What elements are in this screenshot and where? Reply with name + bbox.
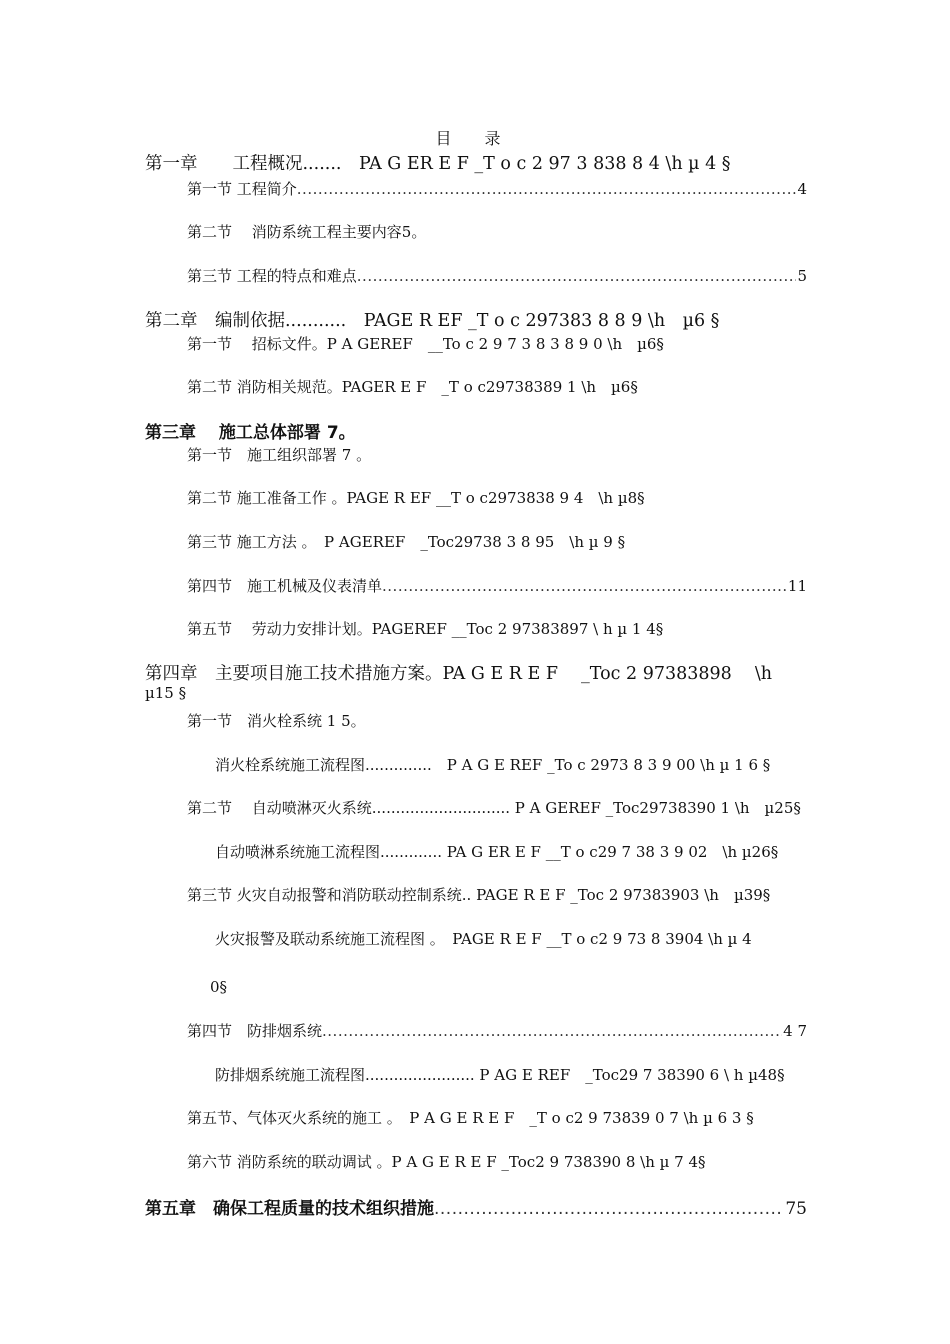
toc-page-number: 75 xyxy=(785,1199,807,1219)
toc-section-4-1[interactable]: 第一节 消火栓系统 1 5。 xyxy=(187,712,366,730)
toc-entry-label: 第一节 工程简介 xyxy=(187,180,297,198)
toc-page-number: 4 xyxy=(797,180,807,198)
toc-figure-4-3[interactable]: 火灾报警及联动系统施工流程图 。 PAGE R E F __T o c2 9 73 8 3904 \h µ 4 xyxy=(215,930,752,948)
dot-leader xyxy=(297,180,797,198)
toc-entry-label: 第五章 确保工程质量的技术组织措施 xyxy=(145,1199,434,1219)
toc-chapter-5[interactable] xyxy=(145,1194,807,1219)
toc-page-number: 5 xyxy=(797,267,807,285)
toc-entry-label: 第三节 工程的特点和难点 xyxy=(187,267,357,285)
toc-page-number: 11 xyxy=(787,577,807,595)
toc-section-4-5[interactable]: 第五节、气体灭火系统的施工 。 P A G E R E F _T o c2 9 73839 0 7 \h µ 6 3 § xyxy=(187,1109,754,1127)
toc-section-4-3[interactable]: 第三节 火灾自动报警和消防联动控制系统.. PAGE R E F _Toc 2 97383903 \h µ39§ xyxy=(187,886,771,904)
toc-section-3-1[interactable]: 第一节 施工组织部署 7 。 xyxy=(187,446,372,464)
toc-section-3-4[interactable] xyxy=(187,575,807,596)
toc-chapter-1[interactable]: 第一章 工程概况....... PA G ER E F _T o c 2 97 3 838 8 4 \h µ 4 § xyxy=(145,154,731,174)
toc-figure-4-4[interactable]: 防排烟系统施工流程图....................... P AG E REF _Toc29 7 38390 6 \ h µ48§ xyxy=(215,1066,785,1084)
toc-chapter-3[interactable]: 第三章 施工总体部署 7。 xyxy=(145,423,356,443)
toc-section-3-3[interactable]: 第三节 施工方法 。 P AGEREF _Toc29738 3 8 95 \h µ 9 § xyxy=(187,533,626,551)
toc-figure-4-1[interactable]: 消火栓系统施工流程图.............. P A G E REF _To c 2973 8 3 9 00 \h µ 1 6 § xyxy=(215,756,771,774)
toc-entry-label: 第四节 施工机械及仪表清单 xyxy=(187,577,383,595)
toc-section-3-2[interactable]: 第二节 施工准备工作 。PAGE R EF __T o c2973838 9 4 \h µ8§ xyxy=(187,489,645,507)
toc-chapter-4-continued: µ15 § xyxy=(145,684,187,702)
toc-figure-4-3-continued: 0§ xyxy=(210,978,228,996)
toc-section-4-6[interactable]: 第六节 消防系统的联动调试 。P A G E R E F _Toc2 9 738390 8 \h µ 7 4§ xyxy=(187,1153,706,1171)
toc-entry-label: 第四节 防排烟系统 xyxy=(187,1022,323,1040)
toc-section-2-1[interactable]: 第一节 招标文件。P A GEREF __To c 2 9 7 3 8 3 8 9 0 \h µ6§ xyxy=(187,335,664,353)
dot-leader xyxy=(434,1199,784,1219)
toc-section-1-1[interactable] xyxy=(187,178,807,199)
toc-figure-4-2[interactable]: 自动喷淋系统施工流程图............. PA G ER E F __T o c29 7 38 3 9 02 \h µ26§ xyxy=(215,843,779,861)
toc-section-1-3[interactable] xyxy=(187,265,807,286)
dot-leader xyxy=(357,267,797,285)
dot-leader xyxy=(382,577,787,595)
dot-leader xyxy=(322,1022,782,1040)
toc-page-number: 4 7 xyxy=(783,1022,807,1040)
toc-chapter-4[interactable]: 第四章 主要项目施工技术措施方案。PA G E R E F _Toc 2 97383898 \h xyxy=(145,664,772,684)
toc-section-3-5[interactable]: 第五节 劳动力安排计划。PAGEREF __Toc 2 97383897 \ h µ 1 4§ xyxy=(187,620,664,638)
toc-section-2-2[interactable]: 第二节 消防相关规范。PAGER E F _T o c29738389 1 \h µ6§ xyxy=(187,378,638,396)
toc-section-4-4[interactable] xyxy=(187,1020,807,1041)
toc-section-1-2[interactable]: 第二节 消防系统工程主要内容5。 xyxy=(187,223,427,241)
toc-chapter-2[interactable]: 第二章 编制依据........... PAGE R EF _T o c 297383 8 8 9 \h µ6 § xyxy=(145,311,720,331)
toc-title: 目 录 xyxy=(435,129,515,148)
toc-section-4-2[interactable]: 第二节 自动喷淋灭火系统............................. P A GEREF _Toc29738390 1 \h µ25§ xyxy=(187,799,801,817)
